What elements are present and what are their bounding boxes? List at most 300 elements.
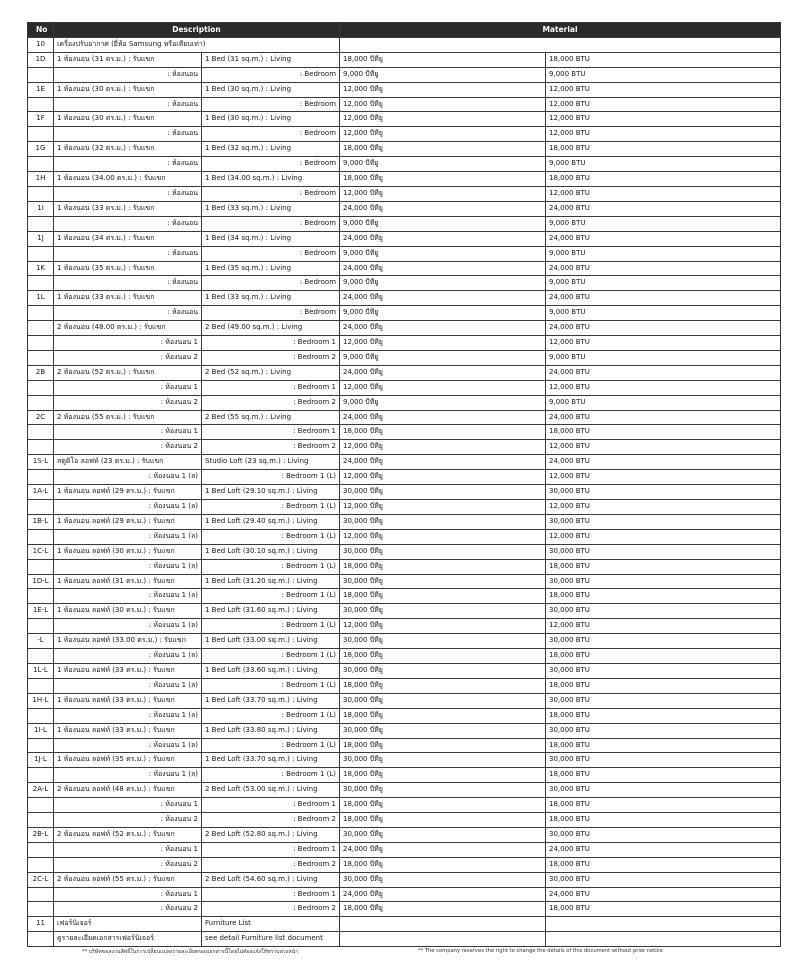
description-en: : Bedroom 1: [202, 425, 340, 440]
table-row: [28, 887, 781, 902]
table-row: [28, 82, 781, 97]
table-row: [28, 738, 781, 753]
description-en: 2 Bed (49.00 sq.m.) : Living: [202, 321, 340, 336]
description-en: 1 Bed (34 sq.m.) : Living: [202, 231, 340, 246]
table-row: [28, 649, 781, 664]
table-row: [28, 857, 781, 872]
description-th: 1 ห้องนอน (33 ตร.ม.) : รับแขก: [54, 291, 202, 306]
table-row: [28, 544, 781, 559]
material-th: 30,000 บีทียู: [340, 827, 546, 842]
material-btu: 18,000 BTU: [546, 857, 781, 872]
material-btu: 12,000 BTU: [546, 470, 781, 485]
description-en: 1 Bed Loft (31.60 sq.m.) : Living: [202, 604, 340, 619]
table-row: [28, 291, 781, 306]
table-row: [28, 350, 781, 365]
description-th: : ห้องนอน 1: [54, 887, 202, 902]
material-th: 12,000 บีทียู: [340, 500, 546, 515]
footer-note-en: ** The company reserves the right to change the details of this document without prior notice: [418, 948, 663, 954]
table-row: [28, 395, 781, 410]
material-btu: 30,000 BTU: [546, 604, 781, 619]
table-row: [28, 276, 781, 291]
description-en: 1 Bed (32 sq.m.) : Living: [202, 142, 340, 157]
material-btu: 12,000 BTU: [546, 529, 781, 544]
row-no: [28, 857, 54, 872]
spec-document: [27, 22, 780, 947]
table-row: [28, 663, 781, 678]
row-no: 1K: [28, 261, 54, 276]
row-no: 1L: [28, 291, 54, 306]
material-btu: 30,000 BTU: [546, 485, 781, 500]
table-row: [28, 380, 781, 395]
table-row: [28, 142, 781, 157]
table-row: [28, 559, 781, 574]
material-btu: 30,000 BTU: [546, 663, 781, 678]
description-en: : Bedroom 1 (L): [202, 678, 340, 693]
description-en: : Bedroom 1 (L): [202, 500, 340, 515]
material-btu: 24,000 BTU: [546, 321, 781, 336]
footer-note-th: ** บริษัทขอสงวนสิทธิ์ในการเปลี่ยนแปลงรายละเอียดของเอกสารนี้โดยไม่ต้องแจ้งให้ทราบล่วงหน้า: [82, 949, 299, 955]
description-th: 2 ห้องนอน ลอฟท์ (52 ตร.ม.) : รับแขก: [54, 827, 202, 842]
description-en: 2 Bed (52 sq.m.) : Living: [202, 365, 340, 380]
description-th: 1 ห้องนอน (32 ตร.ม.) : รับแขก: [54, 142, 202, 157]
material-btu: 18,000 BTU: [546, 559, 781, 574]
material-btu: 9,000 BTU: [546, 395, 781, 410]
row-no: [28, 798, 54, 813]
table-body: [28, 37, 781, 916]
material-btu: 9,000 BTU: [546, 246, 781, 261]
description-en: Studio Loft (23 sq.m.) : Living: [202, 455, 340, 470]
description-th: : ห้องนอน 1 (ล): [54, 649, 202, 664]
row-no: [28, 470, 54, 485]
material-btu: 30,000 BTU: [546, 693, 781, 708]
material-th: 9,000 บีทียู: [340, 306, 546, 321]
table-row: [28, 514, 781, 529]
table-row: [28, 619, 781, 634]
material-btu: 9,000 BTU: [546, 67, 781, 82]
material-th: 24,000 บีทียู: [340, 410, 546, 425]
material-btu: 24,000 BTU: [546, 455, 781, 470]
description-th: : ห้องนอน 1: [54, 842, 202, 857]
material-btu: 18,000 BTU: [546, 813, 781, 828]
material-btu: 12,000 BTU: [546, 127, 781, 142]
description-en: : Bedroom 1: [202, 336, 340, 351]
table-row: [28, 529, 781, 544]
description-th: : ห้องนอน: [54, 186, 202, 201]
material-th: 24,000 บีทียู: [340, 321, 546, 336]
material-th: 18,000 บีทียู: [340, 172, 546, 187]
description-en: : Bedroom 2: [202, 813, 340, 828]
description-en: : Bedroom 1 (L): [202, 589, 340, 604]
description-th: : ห้องนอน: [54, 246, 202, 261]
material-th: 30,000 บีทียู: [340, 514, 546, 529]
description-en: : Bedroom 1: [202, 798, 340, 813]
table-row: [28, 127, 781, 142]
description-th: : ห้องนอน: [54, 97, 202, 112]
material-th: 24,000 บีทียู: [340, 231, 546, 246]
description-th: 1 ห้องนอน (30 ตร.ม.) : รับแขก: [54, 112, 202, 127]
material-th: 18,000 บีทียู: [340, 589, 546, 604]
material-th: 18,000 บีทียู: [340, 52, 546, 67]
material-th: 24,000 บีทียู: [340, 261, 546, 276]
material-th: 18,000 บีทียู: [340, 649, 546, 664]
material-btu: 24,000 BTU: [546, 842, 781, 857]
material-btu: 18,000 BTU: [546, 142, 781, 157]
material-th: 18,000 บีทียู: [340, 768, 546, 783]
header-material: Material: [340, 23, 781, 38]
table-row: [28, 932, 781, 947]
row-no: [28, 559, 54, 574]
description-th: 1 ห้องนอน (34 ตร.ม.) : รับแขก: [54, 231, 202, 246]
material-btu: 18,000 BTU: [546, 768, 781, 783]
material-th: 18,000 บีทียู: [340, 738, 546, 753]
description-th: : ห้องนอน 1: [54, 425, 202, 440]
row-no: 1I-L: [28, 723, 54, 738]
furniture-note-en: see detail Furniture list document: [202, 932, 340, 947]
material-btu: 9,000 BTU: [546, 350, 781, 365]
description-th: 1 ห้องนอน ลอฟท์ (33 ตร.ม.) : รับแขก: [54, 663, 202, 678]
description-th: : ห้องนอน 2: [54, 395, 202, 410]
row-no: 1J-L: [28, 753, 54, 768]
row-no: [28, 887, 54, 902]
material-th: 24,000 บีทียู: [340, 842, 546, 857]
description-en: 1 Bed Loft (33.70 sq.m.) : Living: [202, 753, 340, 768]
material-th: 18,000 บีทียู: [340, 559, 546, 574]
material-btu: 30,000 BTU: [546, 872, 781, 887]
description-th: : ห้องนอน 1 (ล): [54, 619, 202, 634]
table-row: [28, 902, 781, 917]
description-th: 1 ห้องนอน (34.00 ตร.ม.) : รับแขก: [54, 172, 202, 187]
section-no: 11: [28, 917, 54, 932]
material-btu: 12,000 BTU: [546, 380, 781, 395]
row-no: [28, 842, 54, 857]
description-th: : ห้องนอน: [54, 216, 202, 231]
description-th: : ห้องนอน 2: [54, 857, 202, 872]
table-row: [28, 425, 781, 440]
row-no: 1I: [28, 201, 54, 216]
description-th: : ห้องนอน: [54, 306, 202, 321]
material-btu: 18,000 BTU: [546, 798, 781, 813]
table-row: [28, 768, 781, 783]
table-row: [28, 216, 781, 231]
table-row: [28, 708, 781, 723]
description-th: : ห้องนอน 1 (ล): [54, 559, 202, 574]
row-no: [28, 67, 54, 82]
description-en: : Bedroom: [202, 306, 340, 321]
row-no: [28, 97, 54, 112]
description-en: : Bedroom 2: [202, 902, 340, 917]
description-en: 1 Bed (35 sq.m.) : Living: [202, 261, 340, 276]
row-no: [28, 157, 54, 172]
row-no: 1F: [28, 112, 54, 127]
material-th: 12,000 บีทียู: [340, 127, 546, 142]
row-no: 1D-L: [28, 574, 54, 589]
row-no: 1D: [28, 52, 54, 67]
row-no: [28, 813, 54, 828]
row-no: [28, 649, 54, 664]
description-th: : ห้องนอน 1: [54, 336, 202, 351]
table-row: [28, 157, 781, 172]
material-btu: 12,000 BTU: [546, 82, 781, 97]
row-no: 2B: [28, 365, 54, 380]
material-btu: 18,000 BTU: [546, 172, 781, 187]
description-en: : Bedroom: [202, 67, 340, 82]
material-th: 24,000 บีทียู: [340, 291, 546, 306]
material-th: 9,000 บีทียู: [340, 216, 546, 231]
material-th: 30,000 บีทียู: [340, 634, 546, 649]
table-row: [28, 827, 781, 842]
material-btu: 24,000 BTU: [546, 261, 781, 276]
row-no: [28, 678, 54, 693]
material-th: 9,000 บีทียู: [340, 395, 546, 410]
description-en: 1 Bed Loft (33.60 sq.m.) : Living: [202, 663, 340, 678]
description-en: 2 Bed Loft (52.80 sq.m.) : Living: [202, 827, 340, 842]
row-no: [28, 380, 54, 395]
row-no: 2C: [28, 410, 54, 425]
table-row: [28, 201, 781, 216]
material-btu: 24,000 BTU: [546, 887, 781, 902]
description-en: 1 Bed Loft (29.10 sq.m.) : Living: [202, 485, 340, 500]
row-no: [28, 395, 54, 410]
material-th: 9,000 บีทียู: [340, 157, 546, 172]
header-no: No: [28, 23, 54, 38]
section-row: [28, 917, 781, 932]
row-no: [28, 529, 54, 544]
table-row: [28, 485, 781, 500]
material-th: 18,000 บีทียู: [340, 857, 546, 872]
table-row: [28, 52, 781, 67]
material-th: 24,000 บีทียู: [340, 201, 546, 216]
section-row: [28, 37, 781, 52]
description-th: 2 ห้องนอน (55 ตร.ม.) : รับแขก: [54, 410, 202, 425]
description-th: : ห้องนอน: [54, 276, 202, 291]
description-en: 1 Bed (31 sq.m.) : Living: [202, 52, 340, 67]
material-th: 30,000 บีทียู: [340, 872, 546, 887]
material-btu: 18,000 BTU: [546, 649, 781, 664]
row-no: 1G: [28, 142, 54, 157]
material-btu: 30,000 BTU: [546, 783, 781, 798]
row-no: 1E-L: [28, 604, 54, 619]
description-en: : Bedroom 2: [202, 395, 340, 410]
material-btu: 12,000 BTU: [546, 112, 781, 127]
description-en: : Bedroom 1: [202, 380, 340, 395]
material-btu: 9,000 BTU: [546, 216, 781, 231]
row-no: [28, 350, 54, 365]
row-no: 1J: [28, 231, 54, 246]
description-en: : Bedroom 1 (L): [202, 738, 340, 753]
table-row: [28, 172, 781, 187]
material-th: 12,000 บีทียู: [340, 529, 546, 544]
material-th: 30,000 บีทียู: [340, 485, 546, 500]
row-no: [28, 336, 54, 351]
table-row: [28, 231, 781, 246]
table-row: [28, 470, 781, 485]
description-en: : Bedroom 1 (L): [202, 768, 340, 783]
description-en: 1 Bed Loft (30.10 sq.m.) : Living: [202, 544, 340, 559]
material-th: 12,000 บีทียู: [340, 380, 546, 395]
material-btu: 12,000 BTU: [546, 97, 781, 112]
material-btu: 30,000 BTU: [546, 827, 781, 842]
material-th: 12,000 บีทียู: [340, 82, 546, 97]
table-row: [28, 500, 781, 515]
description-th: 1 ห้องนอน ลอฟท์ (29 ตร.ม.) : รับแขก: [54, 485, 202, 500]
description-en: : Bedroom 2: [202, 350, 340, 365]
description-en: : Bedroom: [202, 127, 340, 142]
furniture-note-th: ดูรายละเอียดเอกสารเฟอร์นิเจอร์: [54, 932, 202, 947]
description-th: 1 ห้องนอน ลอฟท์ (29 ตร.ม.) : รับแขก: [54, 514, 202, 529]
description-en: : Bedroom 1 (L): [202, 619, 340, 634]
material-btu: 30,000 BTU: [546, 544, 781, 559]
table-row: [28, 336, 781, 351]
material-th: 30,000 บีทียู: [340, 544, 546, 559]
table-row: [28, 753, 781, 768]
material-th: 30,000 บีทียู: [340, 663, 546, 678]
table-row: [28, 634, 781, 649]
material-btu: 18,000 BTU: [546, 902, 781, 917]
description-th: : ห้องนอน 2: [54, 440, 202, 455]
table-row: [28, 67, 781, 82]
row-no: [28, 246, 54, 261]
description-th: : ห้องนอน: [54, 157, 202, 172]
material-btu: 30,000 BTU: [546, 634, 781, 649]
row-no: [28, 216, 54, 231]
description-th: : ห้องนอน: [54, 127, 202, 142]
material-btu: 12,000 BTU: [546, 186, 781, 201]
description-th: : ห้องนอน 1 (ล): [54, 589, 202, 604]
material-btu: 18,000 BTU: [546, 52, 781, 67]
row-no: -L: [28, 634, 54, 649]
table-row: [28, 678, 781, 693]
material-th: 9,000 บีทียู: [340, 350, 546, 365]
description-en: 1 Bed (34.00 sq.m.) : Living: [202, 172, 340, 187]
material-th: 18,000 บีทียู: [340, 813, 546, 828]
description-th: : ห้องนอน 1 (ล): [54, 500, 202, 515]
material-th: 18,000 บีทียู: [340, 708, 546, 723]
material-btu: 12,000 BTU: [546, 440, 781, 455]
description-th: 1 ห้องนอน (35 ตร.ม.) : รับแขก: [54, 261, 202, 276]
material-btu: 9,000 BTU: [546, 157, 781, 172]
description-en: : Bedroom: [202, 186, 340, 201]
description-en: : Bedroom 1: [202, 842, 340, 857]
material-th: 30,000 บีทียู: [340, 783, 546, 798]
table-row: [28, 783, 781, 798]
material-btu: 30,000 BTU: [546, 753, 781, 768]
material-btu: 12,000 BTU: [546, 500, 781, 515]
description-th: 1 ห้องนอน ลอฟท์ (33 ตร.ม.) : รับแขก: [54, 693, 202, 708]
material-th: 30,000 บีทียู: [340, 604, 546, 619]
table-row: [28, 112, 781, 127]
material-th: 30,000 บีทียู: [340, 693, 546, 708]
material-th: 30,000 บีทียู: [340, 574, 546, 589]
material-th: 9,000 บีทียู: [340, 276, 546, 291]
material-th: 12,000 บีทียู: [340, 186, 546, 201]
description-en: 2 Bed Loft (54.60 sq.m.) : Living: [202, 872, 340, 887]
material-th: 18,000 บีทียู: [340, 142, 546, 157]
row-no: [28, 186, 54, 201]
material-btu: 24,000 BTU: [546, 365, 781, 380]
material-th: 12,000 บีทียู: [340, 440, 546, 455]
description-en: : Bedroom 2: [202, 857, 340, 872]
description-th: : ห้องนอน 2: [54, 813, 202, 828]
description-en: 1 Bed Loft (33.00 sq.m.) : Living: [202, 634, 340, 649]
material-btu: 30,000 BTU: [546, 514, 781, 529]
row-no: [28, 321, 54, 336]
row-no: 2C-L: [28, 872, 54, 887]
description-en: : Bedroom 1 (L): [202, 559, 340, 574]
table-row: [28, 693, 781, 708]
row-no: [28, 440, 54, 455]
description-th: 1 ห้องนอน ลอฟท์ (33.00 ตร.ม.) : รับแขก: [54, 634, 202, 649]
row-no: 1H-L: [28, 693, 54, 708]
material-btu: 30,000 BTU: [546, 723, 781, 738]
description-th: 1 ห้องนอน ลอฟท์ (35 ตร.ม.) : รับแขก: [54, 753, 202, 768]
row-no: [28, 425, 54, 440]
section-title: เครื่องปรับอากาศ (ยี่ห้อ Samsung หรือเทียบเท่า): [54, 37, 340, 52]
table-header: [28, 23, 781, 38]
description-th: : ห้องนอน 1 (ล): [54, 708, 202, 723]
row-no: [28, 276, 54, 291]
description-th: 1 ห้องนอน ลอฟท์ (30 ตร.ม.) : รับแขก: [54, 544, 202, 559]
table-row: [28, 574, 781, 589]
description-th: 2 ห้องนอน (48.00 ตร.ม.) : รับแขก: [54, 321, 202, 336]
material-th: 24,000 บีทียู: [340, 455, 546, 470]
description-th: : ห้องนอน 1 (ล): [54, 470, 202, 485]
description-en: 1 Bed Loft (33.80 sq.m.) : Living: [202, 723, 340, 738]
table-row: [28, 246, 781, 261]
table-row: [28, 813, 781, 828]
description-en: 2 Bed Loft (53.00 sq.m.) : Living: [202, 783, 340, 798]
description-th: : ห้องนอน 2: [54, 350, 202, 365]
description-th: 1 ห้องนอน (31 ตร.ม.) : รับแขก: [54, 52, 202, 67]
row-no: [28, 738, 54, 753]
description-th: : ห้องนอน 1: [54, 380, 202, 395]
row-no: [28, 619, 54, 634]
description-th: 1 ห้องนอน ลอฟท์ (31 ตร.ม.) : รับแขก: [54, 574, 202, 589]
description-en: 1 Bed (33 sq.m.) : Living: [202, 201, 340, 216]
material-th: 12,000 บีทียู: [340, 470, 546, 485]
description-th: สตูดิโอ ลอฟท์ (23 ตร.ม.) : รับแขก: [54, 455, 202, 470]
material-btu: 18,000 BTU: [546, 678, 781, 693]
material-th: 18,000 บีทียู: [340, 798, 546, 813]
table-row: [28, 455, 781, 470]
description-th: 2 ห้องนอน (52 ตร.ม.) : รับแขก: [54, 365, 202, 380]
description-en: : Bedroom 2: [202, 440, 340, 455]
section-title: เฟอร์นิเจอร์: [54, 917, 202, 932]
table-row: [28, 872, 781, 887]
description-en: : Bedroom: [202, 246, 340, 261]
table-row: [28, 306, 781, 321]
description-th: : ห้องนอน 1 (ล): [54, 529, 202, 544]
row-no: 1H: [28, 172, 54, 187]
description-en: : Bedroom 1 (L): [202, 529, 340, 544]
material-btu: 9,000 BTU: [546, 276, 781, 291]
section-title-en: Furniture List: [202, 917, 340, 932]
description-en: : Bedroom: [202, 276, 340, 291]
material-th: 9,000 บีทียู: [340, 246, 546, 261]
row-no: 1B-L: [28, 514, 54, 529]
row-no: 1A-L: [28, 485, 54, 500]
description-th: 1 ห้องนอน ลอฟท์ (33 ตร.ม.) : รับแขก: [54, 723, 202, 738]
table-row: [28, 798, 781, 813]
material-th: 18,000 บีทียู: [340, 678, 546, 693]
description-th: 2 ห้องนอน ลอฟท์ (55 ตร.ม.) : รับแขก: [54, 872, 202, 887]
description-th: : ห้องนอน 1 (ล): [54, 678, 202, 693]
description-en: : Bedroom: [202, 216, 340, 231]
table-row: [28, 365, 781, 380]
header-description: Description: [54, 23, 340, 38]
material-th: 24,000 บีทียู: [340, 887, 546, 902]
description-th: : ห้องนอน 1 (ล): [54, 738, 202, 753]
table-row: [28, 186, 781, 201]
